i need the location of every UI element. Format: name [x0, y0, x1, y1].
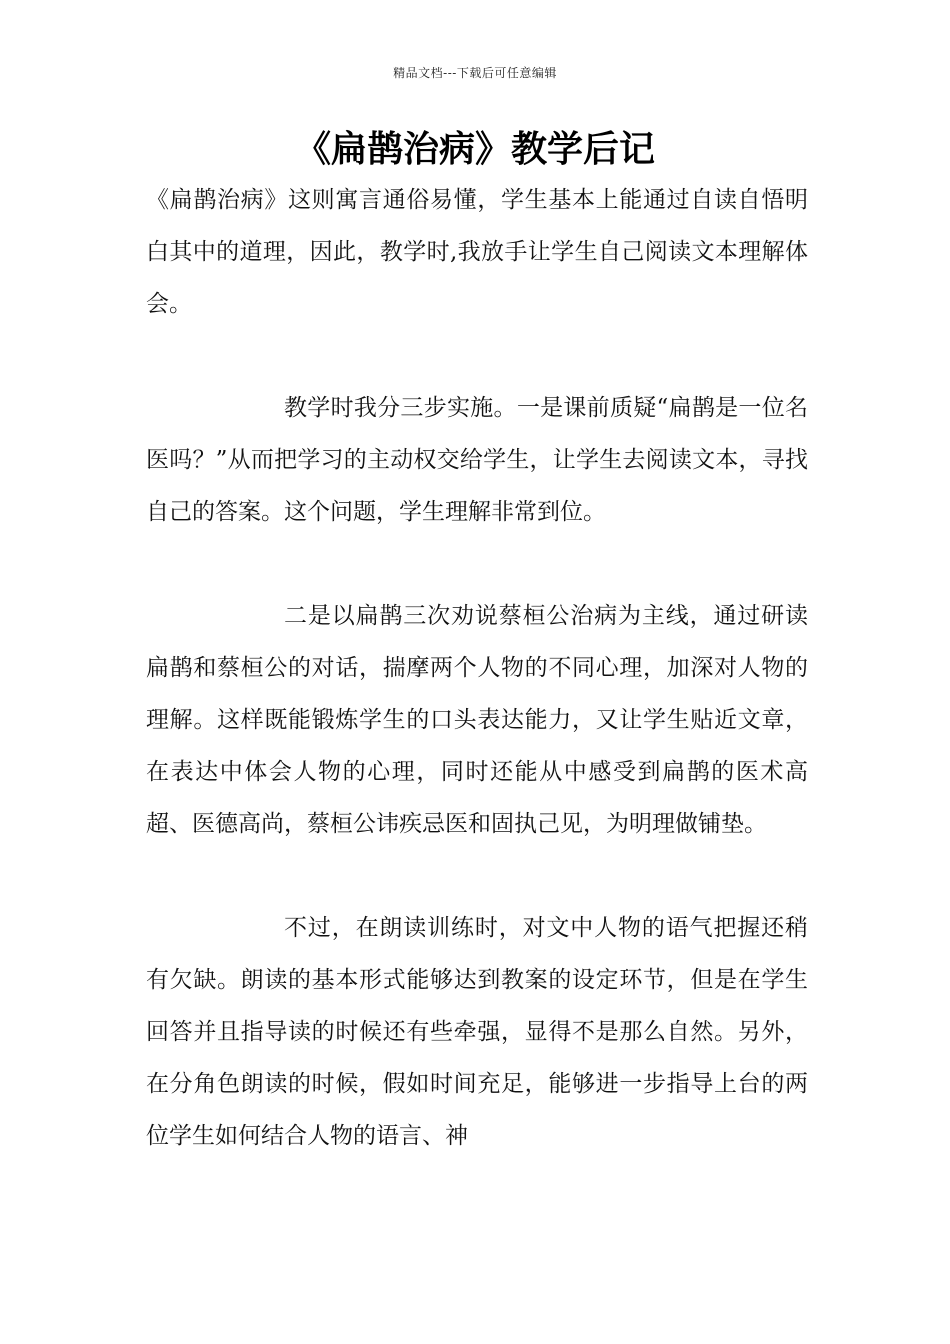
paragraph-step-two: 二是以扁鹊三次劝说蔡桓公治病为主线，通过研读扁鹊和蔡桓公的对话，揣摩两个人物的不同心理，加深对人物的理解。这样既能锻炼学生的口头表达能力，又让学生贴近文章，在表达中体会人物的心理，同时还能从中感受到扁鹊的医术高超、医德高尚，蔡桓公讳疾忌医和固执己见，为明理做铺垫。	[146, 603, 808, 837]
document-title: 《扁鹊治病》教学后记	[294, 129, 655, 170]
paragraph-shortcomings: 不过，在朗读训练时，对文中人物的语气把握还稍有欠缺。朗读的基本形式能够达到教案的设定环节，但是在学生回答并且指导读的时候还有些牵强，显得不是那么自然。另外，在分角色朗读的时候，假如时间充足，能够进一步指导上台的两位学生如何结合人物的语言、神	[146, 915, 808, 1149]
document-body	[146, 174, 808, 1162]
page-header-note: 精品文档---下载后可任意编辑	[393, 66, 557, 80]
paragraph-intro: 《扁鹊治病》这则寓言通俗易懂，学生基本上能通过自读自悟明白其中的道理，因此，教学时,我放手让学生自己阅读文本理解体会。	[146, 187, 808, 317]
paragraph-step-one: 教学时我分三步实施。一是课前质疑“扁鹊是一位名医吗？”从而把学习的主动权交给学生，让学生去阅读文本，寻找自己的答案。这个问题，学生理解非常到位。	[146, 395, 808, 525]
